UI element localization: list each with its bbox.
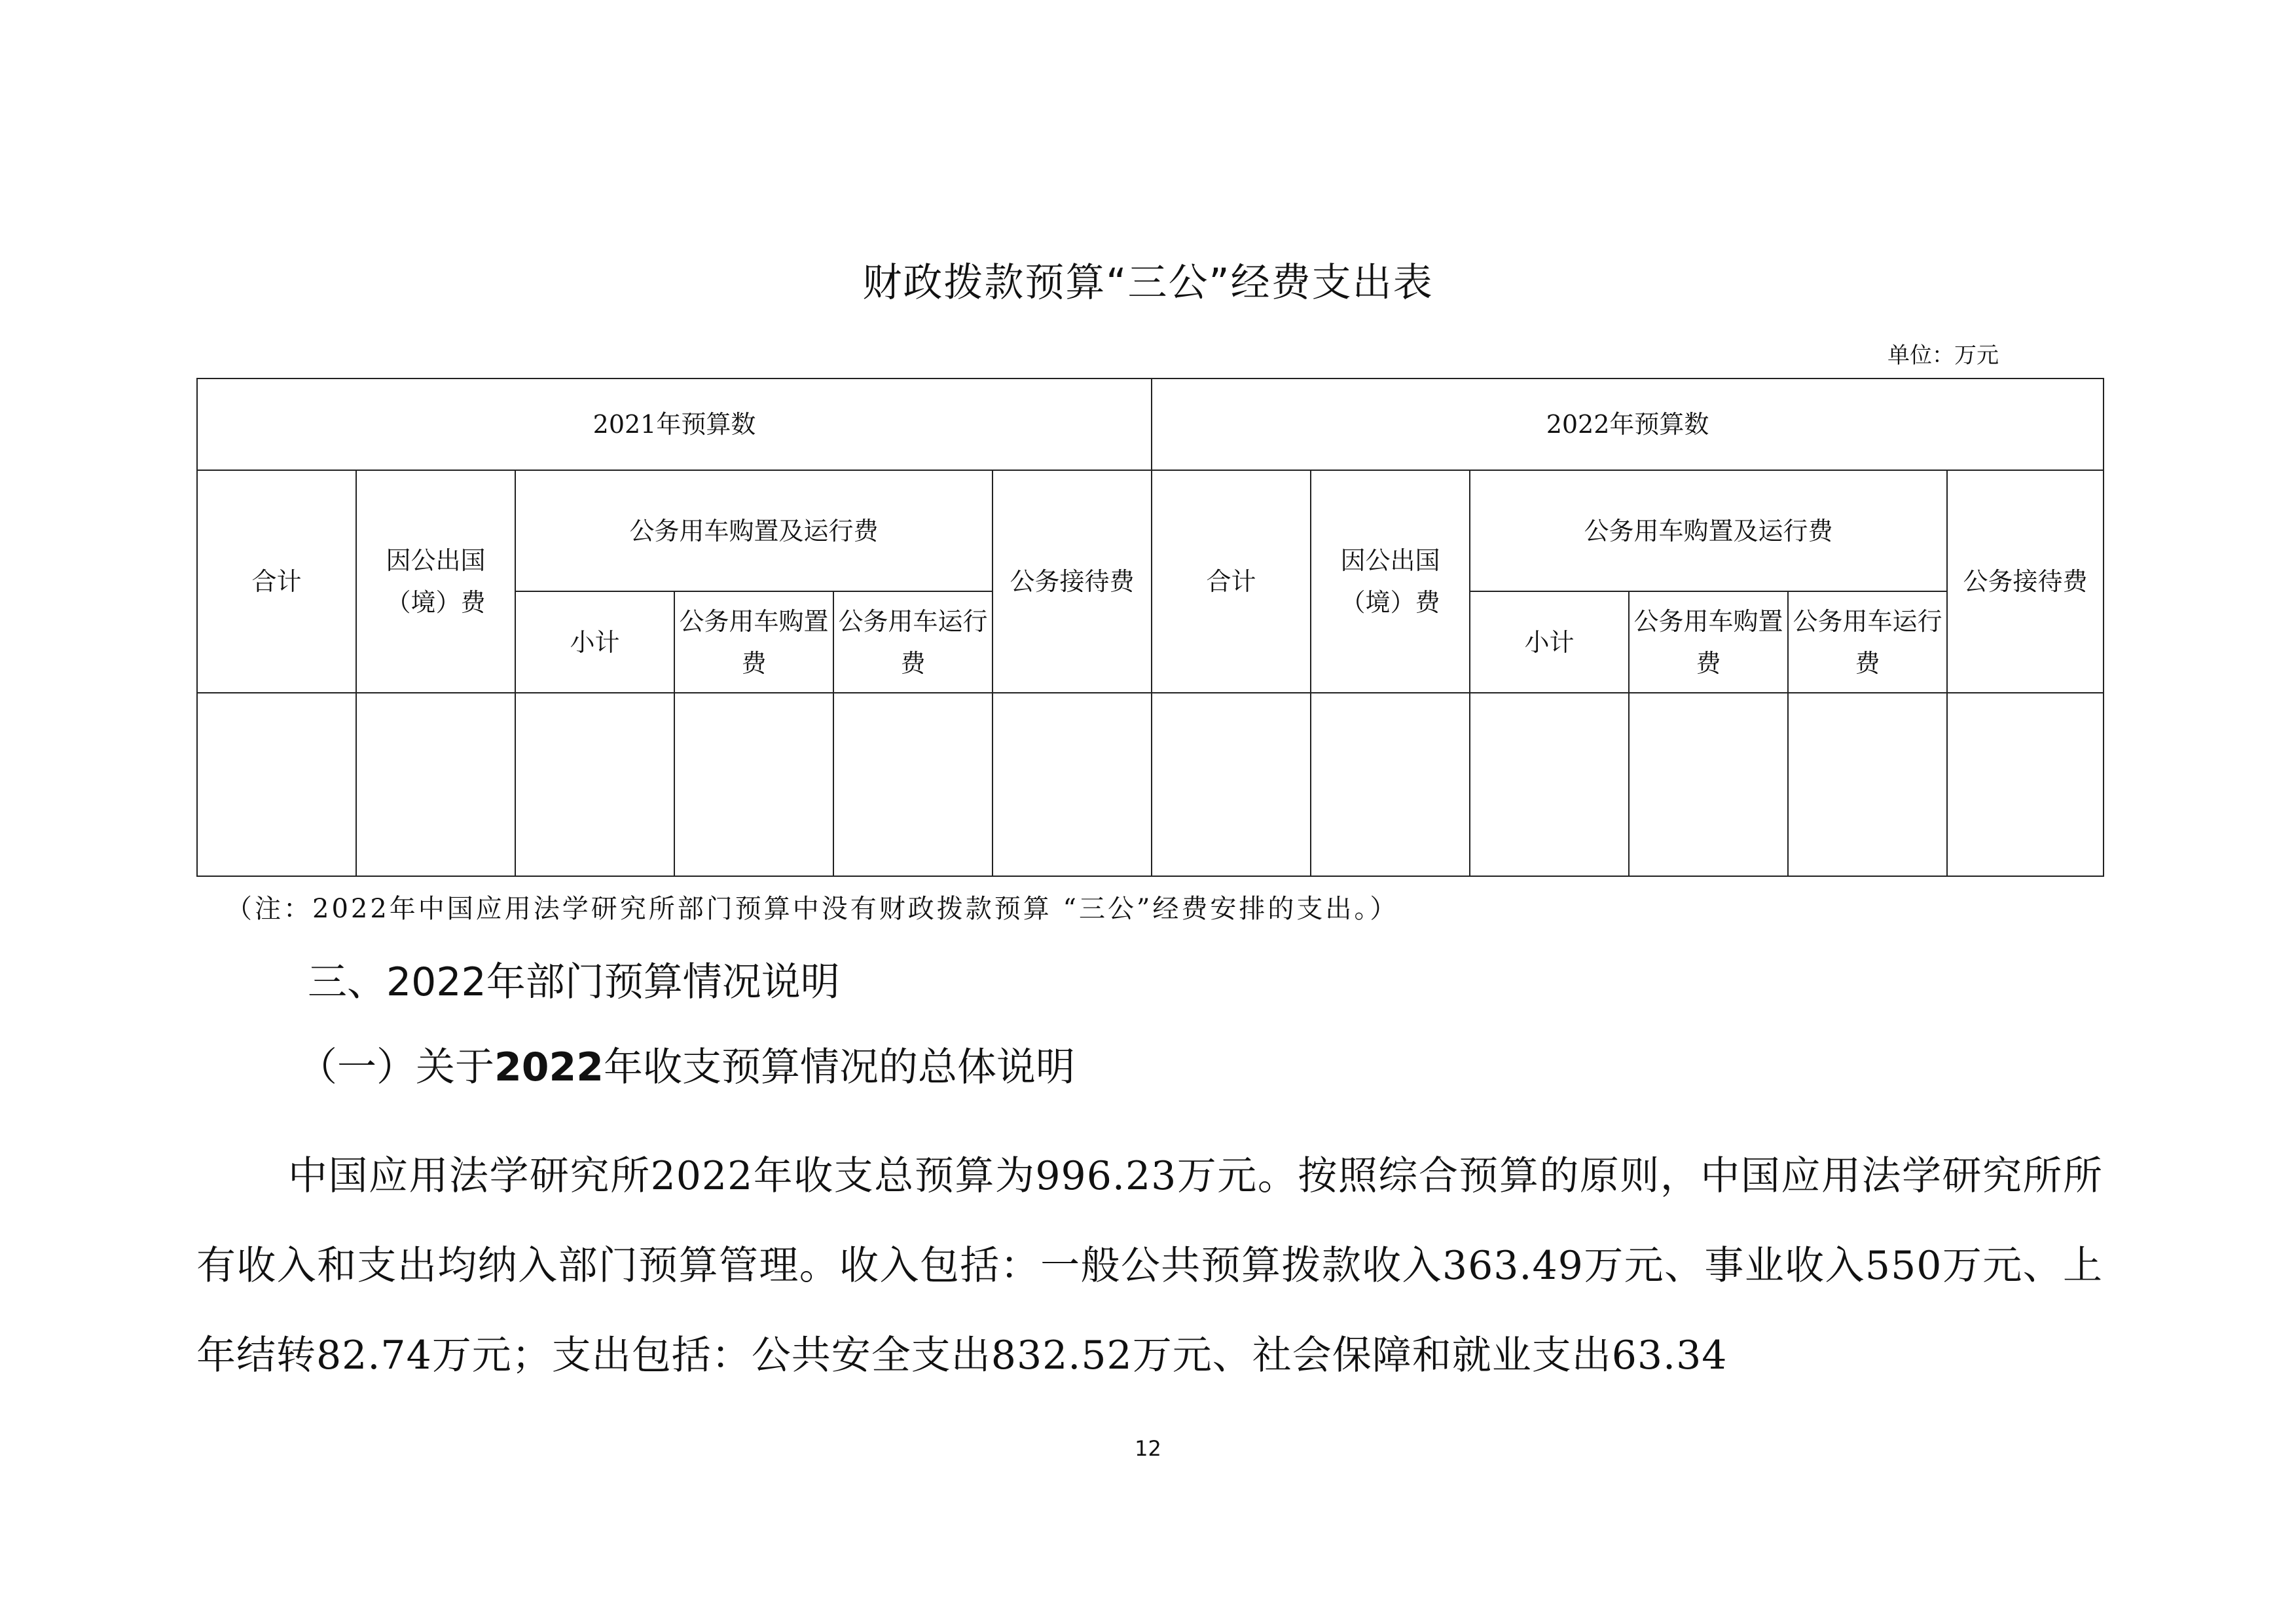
table-cell [1629,693,1788,876]
table-title: 财政拨款预算“三公”经费支出表 [862,260,1434,306]
table-cell [674,693,833,876]
header-total-2022: 合计 [1152,470,1311,693]
table-cell [1311,693,1470,876]
subsection-suffix: 年收支预算情况的总体说明 [604,1044,1075,1090]
table-cell [197,693,356,876]
header-operation-2021: 公务用车运行费 [833,591,993,693]
subsection-year: 2022 [494,1044,604,1090]
three-public-expenses-table [196,378,2104,877]
header-abroad-2022: 因公出国（境）费 [1311,470,1470,693]
table-cell [515,693,674,876]
table-note: （注：2022年中国应用法学研究所部门预算中没有财政拨款预算 “三公”经费安排的支出。） [226,894,1399,924]
table-cell [1947,693,2104,876]
header-purchase-2021: 公务用车购置费 [674,591,833,693]
table-cell [833,693,993,876]
header-reception-2021: 公务接待费 [993,470,1152,693]
header-total-2021: 合计 [197,470,356,693]
section-heading: 三、2022年部门预算情况说明 [308,959,840,1005]
header-purchase-2022: 公务用车购置费 [1629,591,1788,693]
subsection-prefix: （一）关于 [298,1044,494,1090]
header-2021-budget: 2021年预算数 [197,378,1152,470]
table-cell [993,693,1152,876]
page-number: 12 [1135,1436,1161,1461]
table-cell [356,693,515,876]
header-vehicle-2022: 公务用车购置及运行费 [1470,470,1947,591]
subsection-heading [298,1041,1075,1094]
header-abroad-2021: 因公出国（境）费 [356,470,515,693]
table-cell [1470,693,1629,876]
header-reception-2022: 公务接待费 [1947,470,2104,693]
header-subtotal-2022: 小计 [1470,591,1629,693]
table-cell [1788,693,1947,876]
unit-label: 单位：万元 [1887,342,1999,369]
header-vehicle-2021: 公务用车购置及运行费 [515,470,993,591]
header-subtotal-2021: 小计 [515,591,674,693]
header-2022-budget: 2022年预算数 [1152,378,2104,470]
table-row [197,693,2104,876]
table-cell [1152,693,1311,876]
body-paragraph: 中国应用法学研究所2022年收支总预算为996.23万元。按照综合预算的原则，中国应用法学研究所所有收入和支出均纳入部门预算管理。收入包括：一般公共预算拨款收入363.49万元、事业收入550万元、上年结转82.74万元；支出包括：公共安全支出832.52万元、社会保障和就业支出63.34 [196,1153,2103,1378]
header-operation-2022: 公务用车运行费 [1788,591,1947,693]
